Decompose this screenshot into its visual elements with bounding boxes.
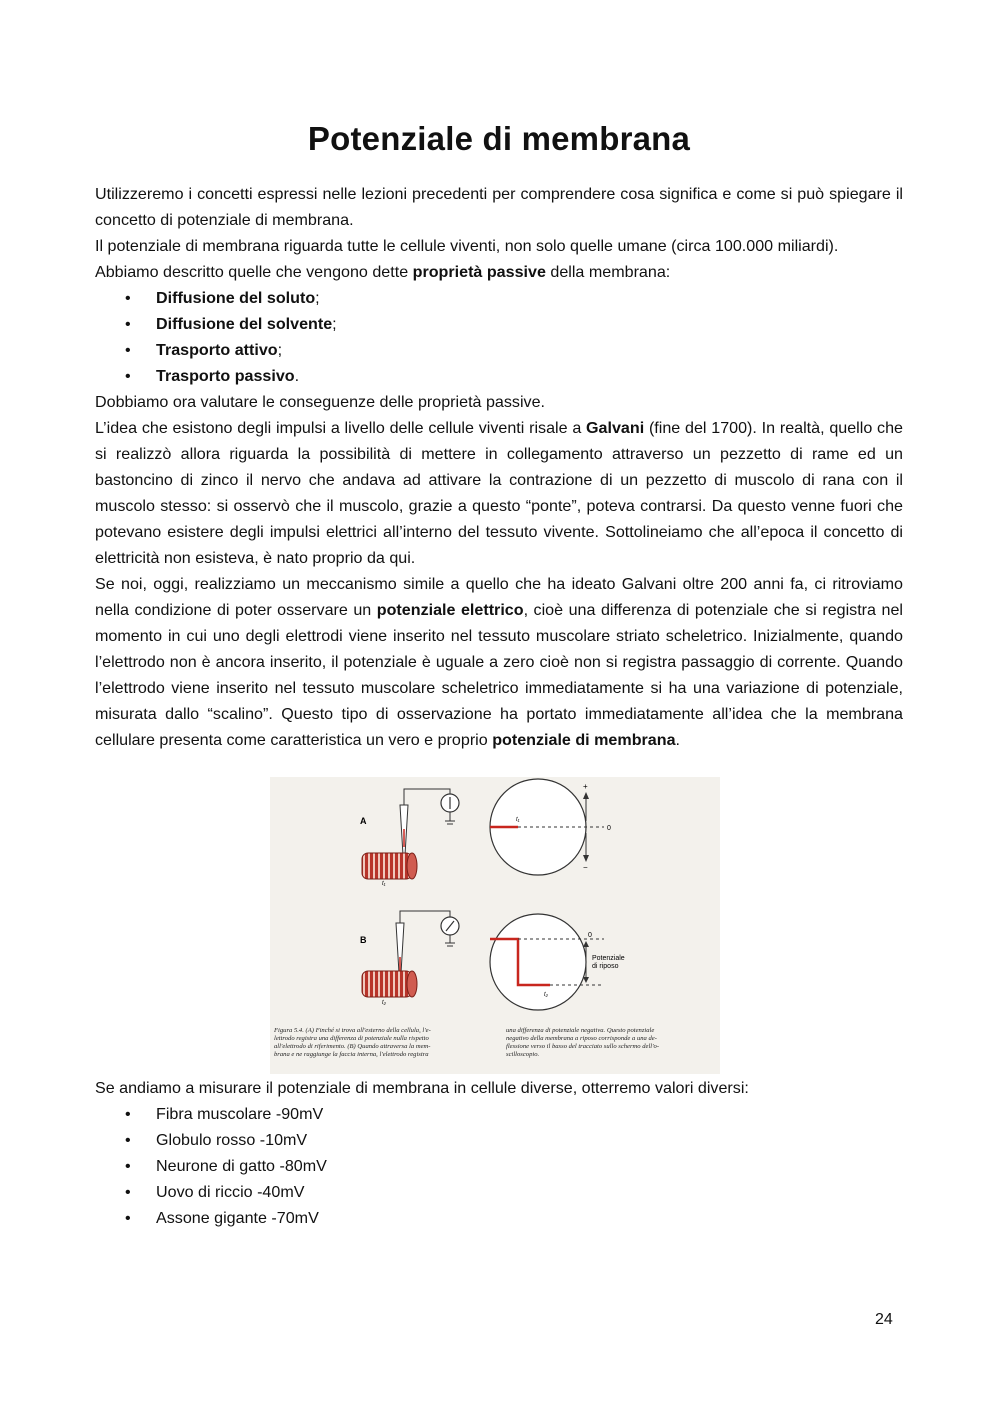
list-item: • Trasporto attivo; xyxy=(95,337,903,363)
paragraph: Il potenziale di membrana riguarda tutte le cellule viventi, non solo quelle umane (circa 100.000 miliardi). xyxy=(95,237,839,255)
paragraph: L’idea che esistono degli impulsi a livello delle cellule viventi risale a Galvani (fine del 1700). In realtà, quello che si realizzò allora riguarda la possibilità di mettere in collegamento attraverso un pezzetto di rame ed un bastoncino di zinco il nervo che andava ad attivare la contrazione di un pezzetto di muscolo di rana con il muscolo stesso: si osservò che il muscolo, grazie a questo “ponte”, poteva contrarsi. Da questo venne fuori che potevano esistere degli impulsi elettrici all’interno del tessuto vivente. Sottolineiamo che all’epoca il concetto di elettricità non esisteva, è nato proprio da qui. xyxy=(95,419,903,567)
plus-label: + xyxy=(583,782,588,791)
time-label-t1: t₁ xyxy=(382,881,386,887)
list-item: • Neurone di gatto -80mV xyxy=(95,1153,903,1179)
figure-membrane-potential xyxy=(270,777,720,1074)
list-item: • Uovo di riccio -40mV xyxy=(95,1179,903,1205)
list-item: • Trasporto passivo. xyxy=(95,363,903,389)
paragraph: Se noi, oggi, realizziamo un meccanismo simile a quello che ha ideato Galvani oltre 200 anni fa, ci ritroviamo nella condizione di poter osservare un potenziale elettrico, cioè una differenza di potenziale che si registra nel momento in cui uno degli elettrodi viene inserito nel tessuto muscolare striato scheletrico. Inizialmente, quando l’elettrodo non è ancora inserito, il potenziale è uguale a zero cioè non si registra passaggio di corrente. Quando l’elettrodo viene inserito nel tessuto muscolare scheletrico immediatamente si ha una variazione di potenziale, misurata dallo “scalino”. Questo tipo di osservazione ha portato immediatamente all’idea che la membrana cellulare presenta come caratteristica un vero e proprio potenziale di membrana. xyxy=(95,575,903,749)
time-label-t2: t₂ xyxy=(382,1000,386,1006)
list-item: • Assone gigante -70mV xyxy=(95,1205,903,1231)
paragraph: Se andiamo a misurare il potenziale di membrana in cellule diverse, otterremo valori diversi: xyxy=(95,1079,749,1097)
minus-label: − xyxy=(583,863,588,872)
cell-potentials-list xyxy=(95,1101,903,1231)
svg-text:negativo della membrana a ripo: negativo della membrana a riposo corrisponde a una de- xyxy=(506,1035,657,1042)
passive-properties-list xyxy=(95,285,903,389)
arrow-down-icon xyxy=(583,855,589,862)
list-item: • Globulo rosso -10mV xyxy=(95,1127,903,1153)
paragraph: Dobbiamo ora valutare le conseguenze delle proprietà passive. xyxy=(95,393,546,411)
list-item: • Diffusione del solvente; xyxy=(95,311,903,337)
svg-text:lettrodo registra una differen: lettrodo registra una differenza di potenziale nulla rispetto xyxy=(274,1035,429,1042)
svg-text:Figura 5.4. (A) Finché si trov: Figura 5.4. (A) Finché si trova all'esterno della cellula, l'e- xyxy=(274,1027,431,1034)
paragraph: Utilizzeremo i concetti espressi nelle lezioni precedenti per comprendere cosa significa e come si può spiegare il concetto di potenziale di membrana. xyxy=(95,185,903,229)
arrow-up-icon xyxy=(583,792,589,799)
svg-text:all'elettrodo di riferimento.: all'elettrodo di riferimento. (B) Quando attraversa la mem- xyxy=(274,1043,431,1050)
svg-text:brana e ne raggiunge la faccia: brana e ne raggiunge la faccia interna, l'elettrodo registra xyxy=(274,1051,429,1058)
panel-a-label: A xyxy=(360,816,367,826)
svg-text:una differenza di potenziale n: una differenza di potenziale negativa. Questo potenziale xyxy=(506,1027,655,1034)
zero-label-b: 0 xyxy=(588,932,592,939)
svg-text:flessione verso il basso del t: flessione verso il basso del tracciato sullo schermo dell'o- xyxy=(506,1043,660,1050)
page-title: Potenziale di membrana xyxy=(307,120,691,157)
svg-text:t₂: t₂ xyxy=(544,992,548,998)
svg-text:t₁: t₁ xyxy=(516,817,520,823)
resting-potential-label: Potenziale xyxy=(592,955,625,962)
paragraph: Abbiamo descritto quelle che vengono dette proprietà passive della membrana: xyxy=(95,263,671,281)
body-text xyxy=(95,181,903,753)
figure-caption xyxy=(273,1027,659,1058)
zero-label-a: 0 xyxy=(607,825,611,832)
list-item: • Diffusione del soluto; xyxy=(95,285,903,311)
measurements-section xyxy=(95,1075,903,1231)
figure-illustration xyxy=(270,777,720,1074)
muscle-fiber-b xyxy=(362,971,412,997)
muscle-fiber-a xyxy=(362,853,412,879)
svg-text:di riposo: di riposo xyxy=(592,963,619,970)
page-number: 24 xyxy=(875,1311,893,1328)
list-item: • Fibra muscolare -90mV xyxy=(95,1101,903,1127)
oscilloscope-b xyxy=(490,914,586,1010)
panel-b-label: B xyxy=(360,935,367,945)
svg-text:scilloscopio.: scilloscopio. xyxy=(506,1051,540,1058)
